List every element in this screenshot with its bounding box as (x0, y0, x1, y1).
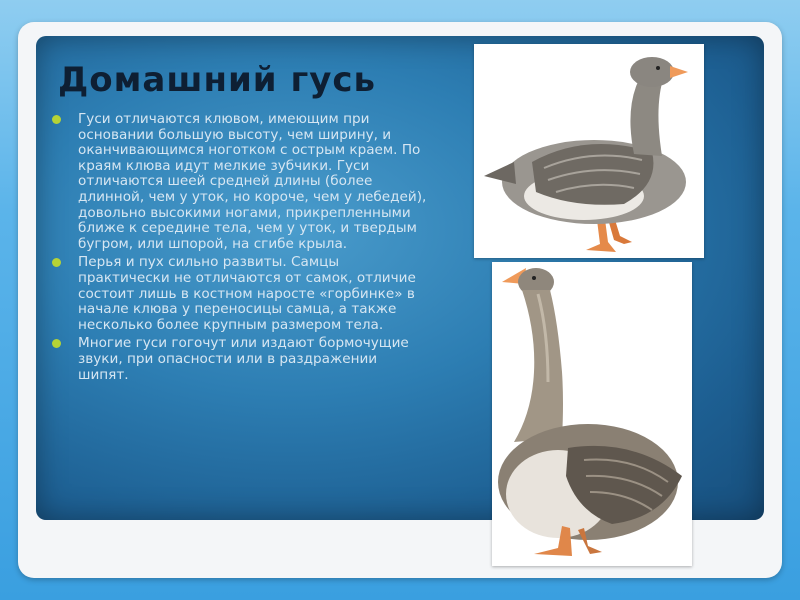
bullet-marker-icon (52, 339, 61, 348)
goose-side-illustration (474, 44, 704, 258)
slide-title: Домашний гусь (58, 60, 377, 100)
bullet-text: Перья и пух сильно развиты. Самцы практически не отличаются от самок, отличие состоит лишь в костном наросте «горбинке» в начале клюва у переносицы самца, а также несколько более крупным размером тела. (78, 254, 416, 333)
bullet-marker-icon (52, 115, 61, 124)
goose-photo-side (474, 44, 704, 258)
bullet-list (48, 112, 430, 386)
goose-photo-standing (492, 262, 692, 566)
bullet-text: Гуси отличаются клювом, имеющим при основании большую высоту, чем ширину, и оканчивающимся ноготком с острым краем. По краям клюва идут мелкие зубчики. Гуси отличаются шеей средней длины (более длинной, чем у уток, но короче, чем у лебедей), довольно высокими ногами, прикрепленными ближе к середине тела, чем у уток, и твердым бугром, или шпорой, на сгибе крыла. (78, 111, 427, 252)
bullet-marker-icon (52, 258, 61, 267)
bullet-item (48, 336, 430, 383)
goose-standing-illustration (492, 262, 692, 566)
bullet-text: Многие гуси гогочут или издают бормочущие звуки, при опасности или в раздражении шипят. (78, 335, 409, 383)
bullet-item (48, 255, 430, 333)
bullet-item (48, 112, 430, 252)
